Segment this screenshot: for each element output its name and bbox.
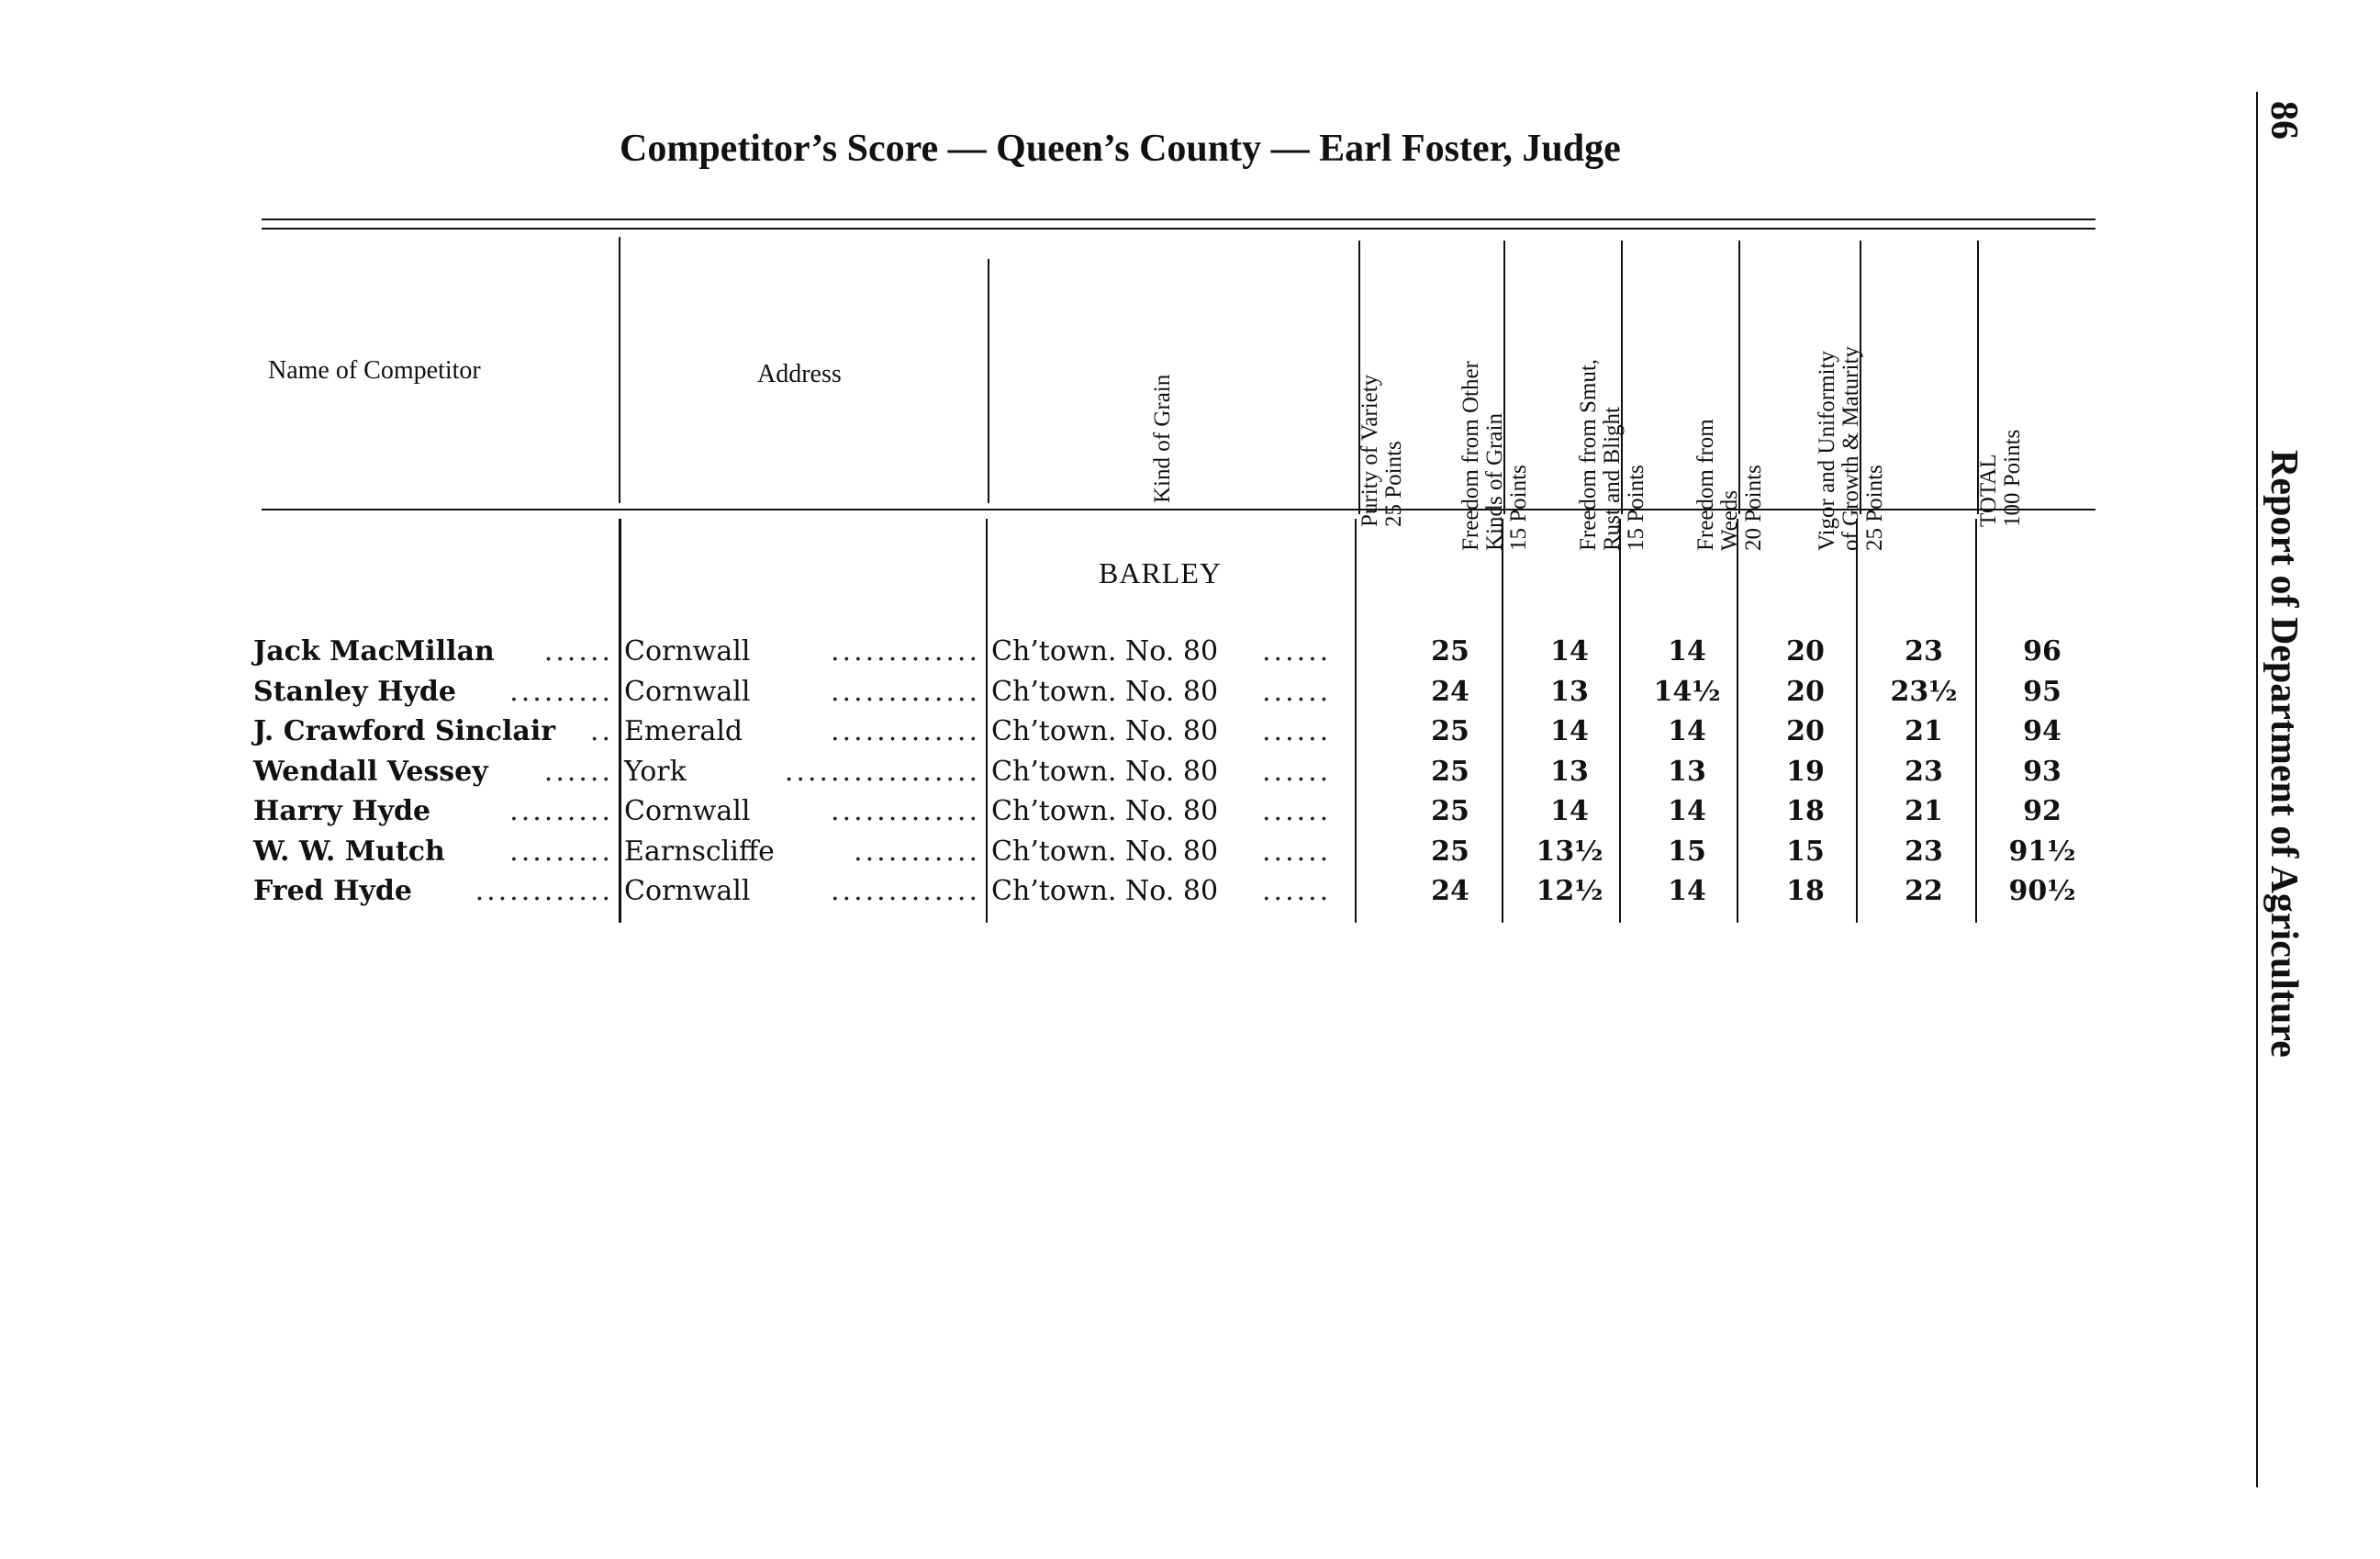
score-purity: 24 <box>1431 675 1469 708</box>
score-purity: 25 <box>1431 635 1469 667</box>
score-weeds: 15 <box>1786 835 1825 868</box>
competitor-name: Jack MacMillan <box>253 635 495 667</box>
score-total: 95 <box>2023 675 2062 708</box>
score-vigor: 23 <box>1905 755 1943 788</box>
page-number: 86 <box>2263 101 2305 140</box>
grain-leader: ...... <box>1262 835 1332 868</box>
col-divider <box>1355 519 1357 923</box>
address-leader: ............. <box>831 715 980 747</box>
table-top-rule <box>262 219 2095 220</box>
score-vigor: 23 <box>1905 635 1943 667</box>
header-vigor: Vigor and Uniformity of Growth & Maturity 25 Points <box>1815 346 1887 551</box>
name-leader: .. <box>589 715 613 747</box>
score-weeds: 20 <box>1786 675 1825 708</box>
section-barley: BARLEY <box>1099 556 1222 589</box>
score-purity: 24 <box>1431 875 1469 907</box>
score-weeds: 20 <box>1786 635 1825 667</box>
grain-leader: ...... <box>1262 875 1332 907</box>
score-vigor: 22 <box>1905 875 1943 907</box>
score-total: 94 <box>2023 715 2062 747</box>
score-vigor: 21 <box>1905 715 1943 747</box>
col-divider <box>1856 519 1858 923</box>
header-purity: Purity of Variety 25 Points <box>1358 374 1406 527</box>
competitor-name: Harry Hyde <box>253 795 431 827</box>
margin-rule <box>2256 92 2258 1487</box>
address-leader: ................. <box>784 755 980 788</box>
score-vigor: 21 <box>1905 795 1943 827</box>
name-leader: ...... <box>543 755 613 788</box>
grain-kind: Ch’town. No. 80 <box>991 795 1219 827</box>
grain-leader: ...... <box>1262 635 1332 667</box>
grain-leader: ...... <box>1262 755 1332 788</box>
grain-kind: Ch’town. No. 80 <box>991 715 1219 747</box>
address: Cornwall <box>624 635 751 667</box>
header-address: Address <box>757 360 842 388</box>
score-smut: 13 <box>1668 755 1706 788</box>
address-leader: ............. <box>831 675 980 708</box>
competitor-name: W. W. Mutch <box>253 835 445 868</box>
running-head: Report of Department of Agriculture <box>2263 450 2305 1058</box>
score-purity: 25 <box>1431 715 1469 747</box>
score-other: 14 <box>1550 795 1589 827</box>
score-vigor: 23 <box>1905 835 1943 868</box>
score-vigor: 23½ <box>1890 675 1958 708</box>
name-leader: ......... <box>509 795 613 827</box>
address-leader: ............. <box>831 875 980 907</box>
address: York <box>624 755 687 788</box>
name-leader: ............ <box>475 875 613 907</box>
score-weeds: 18 <box>1786 795 1825 827</box>
score-weeds: 18 <box>1786 875 1825 907</box>
address: Emerald <box>624 715 743 747</box>
header-name: Name of Competitor <box>268 356 481 385</box>
page-title: Competitor’s Score — Queen’s County — Earl Foster, Judge <box>620 128 1621 170</box>
name-leader: ...... <box>543 635 613 667</box>
header-grain: Kind of Grain <box>1150 374 1175 503</box>
name-leader: ......... <box>509 675 613 708</box>
grain-kind: Ch’town. No. 80 <box>991 635 1219 667</box>
address: Earnscliffe <box>624 835 775 868</box>
col-divider <box>1975 519 1977 923</box>
score-smut: 14 <box>1668 635 1706 667</box>
grain-leader: ...... <box>1262 675 1332 708</box>
header-freedom-other: Freedom from Other Kinds of Grain 15 Points <box>1458 361 1531 551</box>
score-smut: 14 <box>1668 795 1706 827</box>
header-freedom-smut: Freedom from Smut, Rust and Blight 15 Points <box>1576 358 1648 551</box>
grain-leader: ...... <box>1262 795 1332 827</box>
name-leader: ......... <box>509 835 613 868</box>
score-other: 13 <box>1550 675 1589 708</box>
score-other: 14 <box>1550 635 1589 667</box>
score-other: 13½ <box>1536 835 1603 868</box>
address-leader: ............. <box>831 635 980 667</box>
competitor-name: J. Crawford Sinclair <box>253 715 556 747</box>
table-top-rule-2 <box>262 228 2095 230</box>
score-purity: 25 <box>1431 795 1469 827</box>
score-other: 13 <box>1550 755 1589 788</box>
score-purity: 25 <box>1431 755 1469 788</box>
col-divider <box>619 237 620 503</box>
score-purity: 25 <box>1431 835 1469 868</box>
score-total: 92 <box>2023 795 2062 827</box>
score-total: 90½ <box>2008 875 2076 907</box>
col-divider <box>619 519 621 923</box>
competitor-name: Wendall Vessey <box>253 755 488 788</box>
score-smut: 14 <box>1668 875 1706 907</box>
header-total: TOTAL 100 Points <box>1976 429 2025 527</box>
score-smut: 15 <box>1668 835 1706 868</box>
grain-kind: Ch’town. No. 80 <box>991 755 1219 788</box>
address: Cornwall <box>624 795 751 827</box>
score-weeds: 19 <box>1786 755 1825 788</box>
col-divider <box>986 519 988 923</box>
address: Cornwall <box>624 675 751 708</box>
score-smut: 14 <box>1668 715 1706 747</box>
score-other: 12½ <box>1536 875 1603 907</box>
competitor-name: Stanley Hyde <box>253 675 456 708</box>
address: Cornwall <box>624 875 751 907</box>
grain-kind: Ch’town. No. 80 <box>991 835 1219 868</box>
address-leader: ........... <box>854 835 980 868</box>
grain-kind: Ch’town. No. 80 <box>991 875 1219 907</box>
header-freedom-weeds: Freedom from Weeds 20 Points <box>1693 419 1766 551</box>
score-total: 91½ <box>2008 835 2076 868</box>
score-weeds: 20 <box>1786 715 1825 747</box>
score-other: 14 <box>1550 715 1589 747</box>
competitor-name: Fred Hyde <box>253 875 412 907</box>
grain-kind: Ch’town. No. 80 <box>991 675 1219 708</box>
col-divider <box>1502 519 1503 923</box>
grain-leader: ...... <box>1262 715 1332 747</box>
score-smut: 14½ <box>1653 675 1721 708</box>
address-leader: ............. <box>831 795 980 827</box>
score-total: 96 <box>2023 635 2062 667</box>
col-divider <box>988 259 989 503</box>
score-total: 93 <box>2023 755 2062 788</box>
